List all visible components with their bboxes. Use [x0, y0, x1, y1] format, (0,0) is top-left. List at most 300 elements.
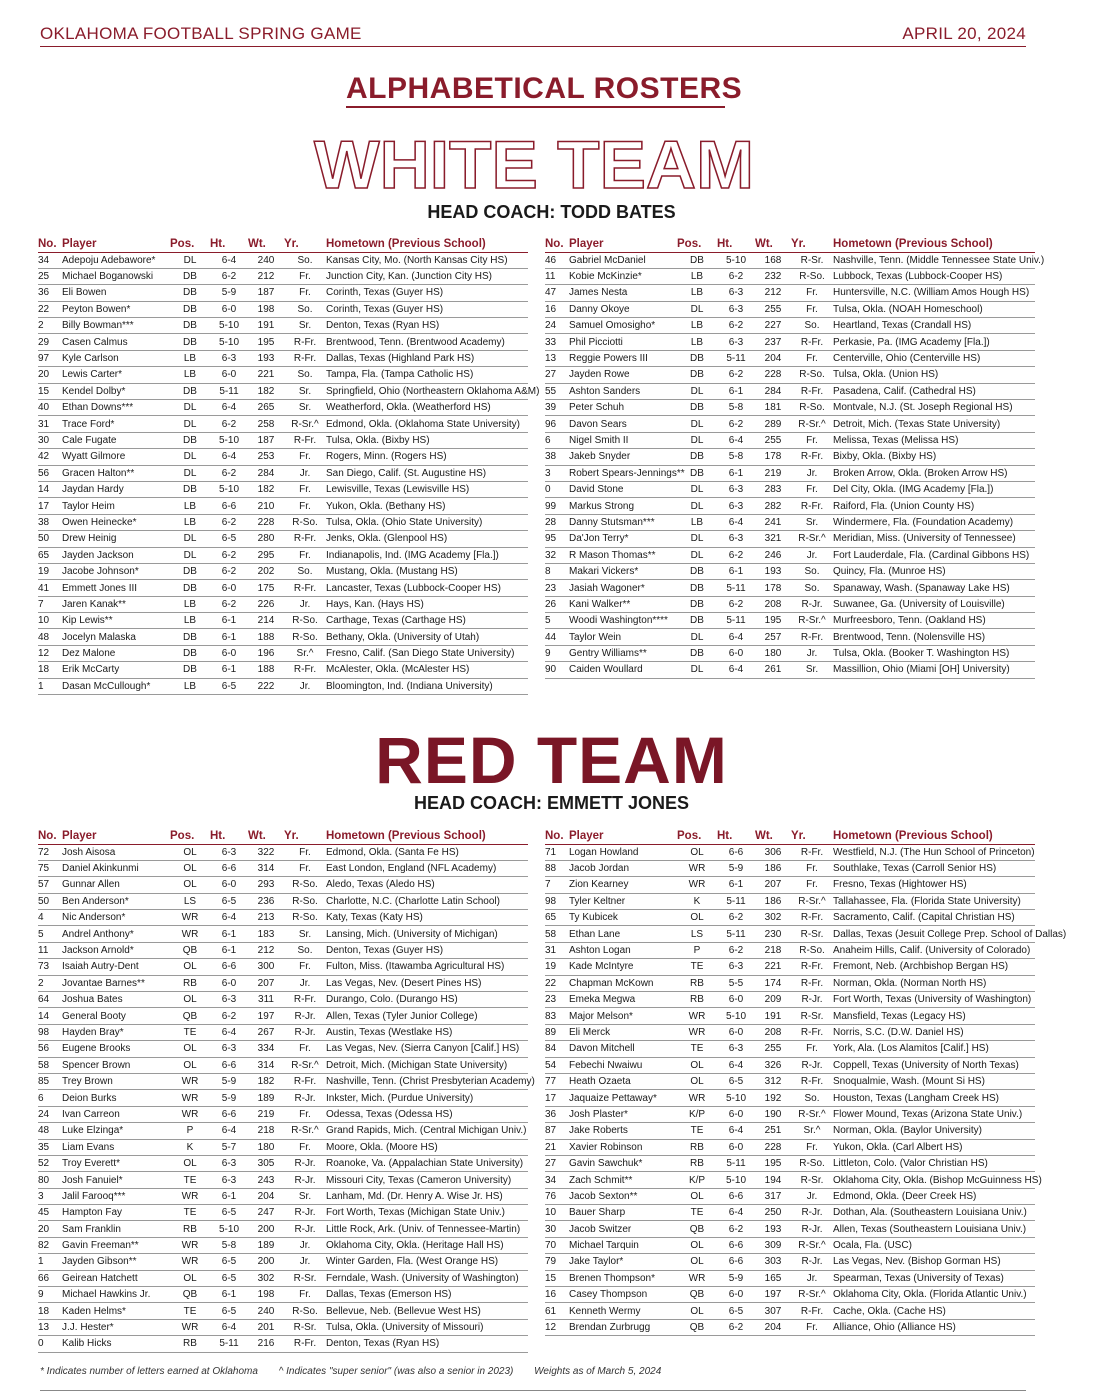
- roster-cell: 38: [38, 514, 62, 530]
- table-row: [38, 1221, 528, 1237]
- roster-cell: Roanoke, Va. (Appalachian State University): [326, 1155, 528, 1171]
- roster-cell: Jake Taylor*: [569, 1254, 677, 1270]
- roster-cell: 20: [38, 1221, 62, 1237]
- roster-cell: 284: [755, 383, 791, 399]
- roster-cell: 19: [545, 959, 569, 975]
- roster-cell: Fort Worth, Texas (University of Washington): [833, 992, 1035, 1008]
- roster-cell: Cache, Okla. (Cache HS): [833, 1303, 1035, 1319]
- roster-cell: OL: [170, 860, 210, 876]
- roster-cell: Kansas City, Mo. (North Kansas City HS): [326, 252, 528, 268]
- roster-cell: 6-2: [717, 416, 755, 432]
- header-divider: [40, 46, 1026, 47]
- table-row: [545, 662, 1035, 678]
- table-row: [38, 514, 528, 530]
- roster-cell: 218: [755, 942, 791, 958]
- roster-cell: 261: [755, 662, 791, 678]
- roster-cell: 230: [755, 926, 791, 942]
- table-row: [545, 252, 1035, 268]
- roster-cell: 6-4: [717, 662, 755, 678]
- roster-cell: 6-4: [210, 1123, 248, 1139]
- roster-cell: R-Sr.: [284, 1319, 326, 1335]
- roster-cell: 31: [38, 416, 62, 432]
- roster-cell: Indianapolis, Ind. (IMG Academy [Fla.]): [326, 547, 528, 563]
- roster-cell: WR: [170, 1319, 210, 1335]
- roster-cell: R-So.: [791, 1155, 833, 1171]
- roster-cell: Denton, Texas (Guyer HS): [326, 942, 528, 958]
- roster-cell: 258: [248, 416, 284, 432]
- table-row: [38, 1139, 528, 1155]
- roster-cell: Ashton Sanders: [569, 383, 677, 399]
- roster-cell: Danny Stutsman***: [569, 514, 677, 530]
- roster-cell: R-Fr.: [791, 1024, 833, 1040]
- roster-cell: 98: [545, 893, 569, 909]
- column-header: No.: [545, 237, 569, 252]
- column-header: Wt.: [248, 237, 284, 252]
- roster-cell: 6-2: [210, 1008, 248, 1024]
- roster-cell: Inkster, Mich. (Purdue University): [326, 1090, 528, 1106]
- roster-cell: 6-6: [210, 498, 248, 514]
- table-row: [38, 1024, 528, 1040]
- column-header: Yr.: [284, 829, 326, 844]
- roster-cell: Montvale, N.J. (St. Joseph Regional HS): [833, 400, 1035, 416]
- roster-cell: 6-3: [717, 334, 755, 350]
- roster-cell: Jakeb Snyder: [569, 449, 677, 465]
- roster-cell: OL: [170, 1270, 210, 1286]
- roster-cell: R-Jr.: [284, 1024, 326, 1040]
- roster-cell: East London, England (NFL Academy): [326, 860, 528, 876]
- roster-cell: 6-4: [717, 1057, 755, 1073]
- roster-cell: 17: [545, 1090, 569, 1106]
- roster-cell: 1: [38, 1254, 62, 1270]
- roster-cell: Tulsa, Okla. (Ohio State University): [326, 514, 528, 530]
- roster-cell: So.: [284, 367, 326, 383]
- table-row: [545, 1270, 1035, 1286]
- table-row: [545, 645, 1035, 661]
- roster-cell: WR: [677, 1270, 717, 1286]
- roster-cell: 6-3: [717, 531, 755, 547]
- roster-cell: Billy Bowman***: [62, 318, 170, 334]
- roster-cell: Edmond, Okla. (Santa Fe HS): [326, 844, 528, 860]
- roster-cell: 201: [248, 1319, 284, 1335]
- roster-cell: 2: [38, 318, 62, 334]
- table-row: [545, 629, 1035, 645]
- roster-cell: OL: [677, 1073, 717, 1089]
- roster-cell: R-Jr.: [284, 1205, 326, 1221]
- table-row: [38, 893, 528, 909]
- roster-cell: Norris, S.C. (D.W. Daniel HS): [833, 1024, 1035, 1040]
- table-row: [38, 318, 528, 334]
- roster-cell: 6-2: [717, 596, 755, 612]
- roster-cell: 56: [38, 465, 62, 481]
- roster-cell: 5-11: [210, 1336, 248, 1352]
- red-roster-left: [38, 829, 535, 1353]
- roster-cell: LB: [170, 367, 210, 383]
- roster-cell: 14: [38, 1008, 62, 1024]
- roster-cell: R-Sr.: [791, 926, 833, 942]
- roster-cell: OL: [677, 1057, 717, 1073]
- roster-cell: WR: [170, 926, 210, 942]
- roster-cell: 6-0: [210, 645, 248, 661]
- table-row: [38, 1041, 528, 1057]
- roster-cell: 6-3: [210, 1155, 248, 1171]
- roster-cell: Edmond, Okla. (Oklahoma State University): [326, 416, 528, 432]
- roster-cell: Quincy, Fla. (Munroe HS): [833, 563, 1035, 579]
- roster-cell: Sr.: [284, 318, 326, 334]
- roster-cell: Suwanee, Ga. (University of Louisville): [833, 596, 1035, 612]
- roster-cell: 243: [248, 1172, 284, 1188]
- roster-cell: 6-4: [210, 1024, 248, 1040]
- roster-cell: 98: [38, 1024, 62, 1040]
- roster-cell: Anaheim Hills, Calif. (University of Colorado): [833, 942, 1035, 958]
- roster-cell: Lubbock, Texas (Lubbock-Cooper HS): [833, 268, 1035, 284]
- roster-cell: R-Fr.: [284, 1336, 326, 1352]
- roster-cell: R-Fr.: [791, 383, 833, 399]
- roster-cell: Oklahoma City, Okla. (Florida Atlantic Univ.): [833, 1287, 1035, 1303]
- roster-cell: DL: [170, 465, 210, 481]
- roster-cell: 6-2: [717, 268, 755, 284]
- roster-cell: R-So.: [284, 1303, 326, 1319]
- roster-cell: 322: [248, 844, 284, 860]
- roster-cell: R-Jr.: [791, 1221, 833, 1237]
- roster-cell: Charlotte, N.C. (Charlotte Latin School): [326, 893, 528, 909]
- roster-cell: R-Fr.: [284, 992, 326, 1008]
- roster-cell: 5: [38, 926, 62, 942]
- roster-cell: Del City, Okla. (IMG Academy [Fla.]): [833, 481, 1035, 497]
- roster-cell: 70: [545, 1237, 569, 1253]
- roster-cell: 46: [545, 252, 569, 268]
- roster-cell: Tyler Keltner: [569, 893, 677, 909]
- roster-cell: 2: [38, 975, 62, 991]
- roster-cell: 186: [755, 893, 791, 909]
- roster-cell: 247: [248, 1205, 284, 1221]
- roster-cell: Lanham, Md. (Dr. Henry A. Wise Jr. HS): [326, 1188, 528, 1204]
- table-row: [545, 1139, 1035, 1155]
- roster-cell: 250: [755, 1205, 791, 1221]
- roster-cell: 6-4: [717, 1123, 755, 1139]
- roster-cell: 17: [38, 498, 62, 514]
- roster-cell: TE: [170, 1205, 210, 1221]
- roster-cell: DB: [170, 301, 210, 317]
- roster-cell: So.: [284, 563, 326, 579]
- roster-cell: Broken Arrow, Okla. (Broken Arrow HS): [833, 465, 1035, 481]
- roster-cell: R-Fr.: [284, 432, 326, 448]
- table-row: [545, 1123, 1035, 1139]
- table-row: [545, 547, 1035, 563]
- roster-header-row: [38, 237, 528, 252]
- roster-cell: R-Fr.: [791, 959, 833, 975]
- table-row: [38, 1106, 528, 1122]
- table-row: [545, 893, 1035, 909]
- roster-cell: 240: [248, 252, 284, 268]
- roster-cell: DB: [677, 465, 717, 481]
- roster-cell: Erik McCarty: [62, 662, 170, 678]
- roster-cell: 251: [755, 1123, 791, 1139]
- roster-cell: 6-0: [210, 877, 248, 893]
- roster-cell: Springfield, Ohio (Northeastern Oklahoma A&M): [326, 383, 528, 399]
- roster-cell: 6-3: [210, 992, 248, 1008]
- roster-cell: Fr.: [284, 449, 326, 465]
- roster-cell: Fr.: [284, 860, 326, 876]
- table-row: [545, 942, 1035, 958]
- roster-cell: DB: [677, 400, 717, 416]
- roster-cell: DL: [170, 531, 210, 547]
- roster-cell: 24: [545, 318, 569, 334]
- table-row: [38, 252, 528, 268]
- table-row: [545, 596, 1035, 612]
- roster-cell: TE: [170, 1024, 210, 1040]
- roster-cell: Jr.: [284, 465, 326, 481]
- roster-cell: 6-4: [717, 514, 755, 530]
- roster-cell: 210: [248, 498, 284, 514]
- table-row: [545, 285, 1035, 301]
- table-row: [38, 992, 528, 1008]
- roster-cell: 15: [545, 1270, 569, 1286]
- roster-cell: Alliance, Ohio (Alliance HS): [833, 1319, 1035, 1335]
- roster-cell: Adepoju Adebawore*: [62, 252, 170, 268]
- roster-cell: 186: [755, 860, 791, 876]
- table-row: [38, 926, 528, 942]
- table-row: [545, 975, 1035, 991]
- roster-cell: Windermere, Fla. (Foundation Academy): [833, 514, 1035, 530]
- roster-cell: 6-0: [717, 992, 755, 1008]
- roster-cell: Taylor Heim: [62, 498, 170, 514]
- roster-cell: 187: [248, 285, 284, 301]
- table-row: [38, 942, 528, 958]
- roster-cell: 30: [38, 432, 62, 448]
- roster-cell: Andrel Anthony*: [62, 926, 170, 942]
- roster-cell: 6-1: [210, 926, 248, 942]
- table-row: [38, 498, 528, 514]
- table-row: [38, 613, 528, 629]
- roster-cell: 3: [545, 465, 569, 481]
- roster-cell: Chapman McKown: [569, 975, 677, 991]
- roster-cell: R-Fr.: [791, 1073, 833, 1089]
- roster-cell: R-So.: [284, 910, 326, 926]
- roster-cell: 6-5: [210, 1254, 248, 1270]
- roster-cell: 97: [38, 350, 62, 366]
- roster-cell: R-So.: [791, 367, 833, 383]
- column-header: Pos.: [677, 237, 717, 252]
- roster-cell: TE: [677, 1205, 717, 1221]
- roster-cell: R-Fr.: [284, 350, 326, 366]
- roster-cell: DB: [677, 645, 717, 661]
- roster-cell: DB: [170, 432, 210, 448]
- roster-cell: 253: [248, 449, 284, 465]
- roster-cell: 6-1: [210, 613, 248, 629]
- table-row: [545, 1221, 1035, 1237]
- table-row: [545, 1057, 1035, 1073]
- roster-cell: 317: [755, 1188, 791, 1204]
- roster-cell: Sr.: [284, 926, 326, 942]
- roster-cell: 6-6: [717, 844, 755, 860]
- roster-cell: 44: [545, 629, 569, 645]
- roster-cell: 5-10: [210, 432, 248, 448]
- column-header: Wt.: [755, 829, 791, 844]
- roster-cell: Jaydan Hardy: [62, 481, 170, 497]
- roster-cell: 5-8: [717, 449, 755, 465]
- roster-cell: 6-3: [210, 1041, 248, 1057]
- table-row: [545, 1172, 1035, 1188]
- roster-cell: 3: [38, 1188, 62, 1204]
- roster-cell: R-Fr.: [791, 334, 833, 350]
- roster-cell: Moore, Okla. (Moore HS): [326, 1139, 528, 1155]
- table-row: [545, 910, 1035, 926]
- roster-cell: 9: [38, 1287, 62, 1303]
- roster-cell: 6-3: [210, 844, 248, 860]
- roster-cell: QB: [677, 1319, 717, 1335]
- white-roster-right: [545, 237, 1045, 679]
- roster-cell: Tallahassee, Fla. (Florida State University): [833, 893, 1035, 909]
- roster-cell: Jr.: [284, 678, 326, 694]
- table-row: [545, 1254, 1035, 1270]
- roster-cell: 182: [248, 1073, 284, 1089]
- roster-cell: R-So.: [284, 514, 326, 530]
- roster-cell: R-Sr.^: [791, 1106, 833, 1122]
- roster-cell: 77: [545, 1073, 569, 1089]
- roster-cell: Spencer Brown: [62, 1057, 170, 1073]
- roster-cell: 61: [545, 1303, 569, 1319]
- roster-cell: Southlake, Texas (Carroll Senior HS): [833, 860, 1035, 876]
- table-row: [545, 514, 1035, 530]
- roster-cell: 219: [248, 1106, 284, 1122]
- footnote-super-senior: ^ Indicates "super senior" (was also a senior in 2023): [278, 1366, 514, 1377]
- roster-cell: Eli Merck: [569, 1024, 677, 1040]
- roster-cell: LB: [170, 514, 210, 530]
- table-row: [38, 301, 528, 317]
- roster-cell: 309: [755, 1237, 791, 1253]
- roster-cell: 21: [545, 1139, 569, 1155]
- roster-cell: Wyatt Gilmore: [62, 449, 170, 465]
- roster-cell: 6-1: [210, 662, 248, 678]
- roster-cell: Nashville, Tenn. (Christ Presbyterian Academy): [326, 1073, 528, 1089]
- roster-cell: 0: [38, 1336, 62, 1352]
- roster-cell: LB: [170, 350, 210, 366]
- roster-cell: Mustang, Okla. (Mustang HS): [326, 563, 528, 579]
- roster-cell: 47: [545, 285, 569, 301]
- roster-cell: 5-8: [717, 400, 755, 416]
- column-header: Player: [62, 829, 170, 844]
- roster-cell: 6-2: [210, 563, 248, 579]
- roster-cell: R-Fr.: [791, 844, 833, 860]
- roster-cell: Ben Anderson*: [62, 893, 170, 909]
- roster-cell: Allen, Texas (Tyler Junior College): [326, 1008, 528, 1024]
- roster-cell: DB: [170, 268, 210, 284]
- table-row: [545, 613, 1035, 629]
- roster-cell: R-Sr.: [791, 1172, 833, 1188]
- roster-cell: York, Ala. (Los Alamitos [Calif.] HS): [833, 1041, 1035, 1057]
- roster-cell: LB: [170, 498, 210, 514]
- roster-cell: 6-2: [717, 318, 755, 334]
- roster-cell: Littleton, Colo. (Valor Christian HS): [833, 1155, 1035, 1171]
- table-row: [38, 481, 528, 497]
- roster-cell: Jaquaize Pettaway*: [569, 1090, 677, 1106]
- table-row: [38, 400, 528, 416]
- roster-cell: Taylor Wein: [569, 629, 677, 645]
- roster-cell: Durango, Colo. (Durango HS): [326, 992, 528, 1008]
- roster-cell: 6-3: [717, 498, 755, 514]
- roster-cell: 65: [38, 547, 62, 563]
- roster-cell: Dallas, Texas (Jesuit College Prep. School of Dallas): [833, 926, 1035, 942]
- roster-cell: 13: [545, 350, 569, 366]
- roster-cell: OL: [170, 992, 210, 1008]
- column-header: Ht.: [210, 829, 248, 844]
- roster-cell: Brentwood, Tenn. (Nolensville HS): [833, 629, 1035, 645]
- roster-cell: 6-2: [210, 547, 248, 563]
- table-row: [545, 350, 1035, 366]
- roster-cell: P: [170, 1123, 210, 1139]
- roster-cell: R-Sr.^: [791, 613, 833, 629]
- roster-cell: 82: [38, 1237, 62, 1253]
- table-row: [38, 1237, 528, 1253]
- roster-cell: 73: [38, 959, 62, 975]
- roster-cell: LB: [677, 318, 717, 334]
- roster-cell: 6-4: [717, 1205, 755, 1221]
- roster-cell: 6-0: [210, 975, 248, 991]
- roster-cell: R-Jr.: [284, 1008, 326, 1024]
- column-header: No.: [38, 829, 62, 844]
- roster-cell: 6-3: [717, 959, 755, 975]
- roster-cell: Da'Jon Terry*: [569, 531, 677, 547]
- roster-cell: Winter Garden, Fla. (West Orange HS): [326, 1254, 528, 1270]
- table-row: [545, 334, 1035, 350]
- roster-cell: 4: [38, 910, 62, 926]
- roster-cell: TE: [677, 1123, 717, 1139]
- roster-cell: Tulsa, Okla. (NOAH Homeschool): [833, 301, 1035, 317]
- roster-cell: 195: [248, 334, 284, 350]
- roster-cell: Aledo, Texas (Aledo HS): [326, 877, 528, 893]
- roster-cell: 293: [248, 877, 284, 893]
- roster-cell: 35: [38, 1139, 62, 1155]
- roster-cell: Fr.: [791, 481, 833, 497]
- table-row: [545, 1155, 1035, 1171]
- table-row: [545, 383, 1035, 399]
- roster-cell: 182: [248, 383, 284, 399]
- table-row: [545, 416, 1035, 432]
- roster-cell: WR: [170, 910, 210, 926]
- roster-cell: DL: [170, 400, 210, 416]
- roster-cell: 280: [248, 531, 284, 547]
- page-title: ALPHABETICAL ROSTERS: [346, 72, 743, 105]
- roster-cell: Tulsa, Okla. (University of Missouri): [326, 1319, 528, 1335]
- roster-cell: Fr.: [284, 268, 326, 284]
- table-row: [38, 1123, 528, 1139]
- roster-cell: 193: [755, 1221, 791, 1237]
- white-roster-left: [38, 237, 540, 695]
- roster-cell: 72: [38, 844, 62, 860]
- roster-cell: 6-0: [717, 1106, 755, 1122]
- roster-cell: 188: [248, 662, 284, 678]
- roster-cell: 5-10: [210, 481, 248, 497]
- roster-cell: General Booty: [62, 1008, 170, 1024]
- roster-cell: R-Jr.: [791, 1205, 833, 1221]
- roster-cell: Sr.^: [791, 1123, 833, 1139]
- roster-cell: 23: [545, 580, 569, 596]
- roster-cell: Carthage, Texas (Carthage HS): [326, 613, 528, 629]
- roster-cell: R-Fr.: [791, 498, 833, 514]
- roster-cell: R-Sr.^: [791, 1287, 833, 1303]
- roster-cell: 221: [248, 367, 284, 383]
- roster-cell: QB: [170, 942, 210, 958]
- roster-header-row: [38, 829, 528, 844]
- roster-cell: Dasan McCullough*: [62, 678, 170, 694]
- table-row: [545, 301, 1035, 317]
- roster-cell: WR: [170, 1237, 210, 1253]
- roster-cell: 5-11: [717, 893, 755, 909]
- roster-cell: David Stone: [569, 481, 677, 497]
- roster-cell: Tulsa, Okla. (Union HS): [833, 367, 1035, 383]
- roster-cell: RB: [677, 1139, 717, 1155]
- roster-cell: DB: [677, 350, 717, 366]
